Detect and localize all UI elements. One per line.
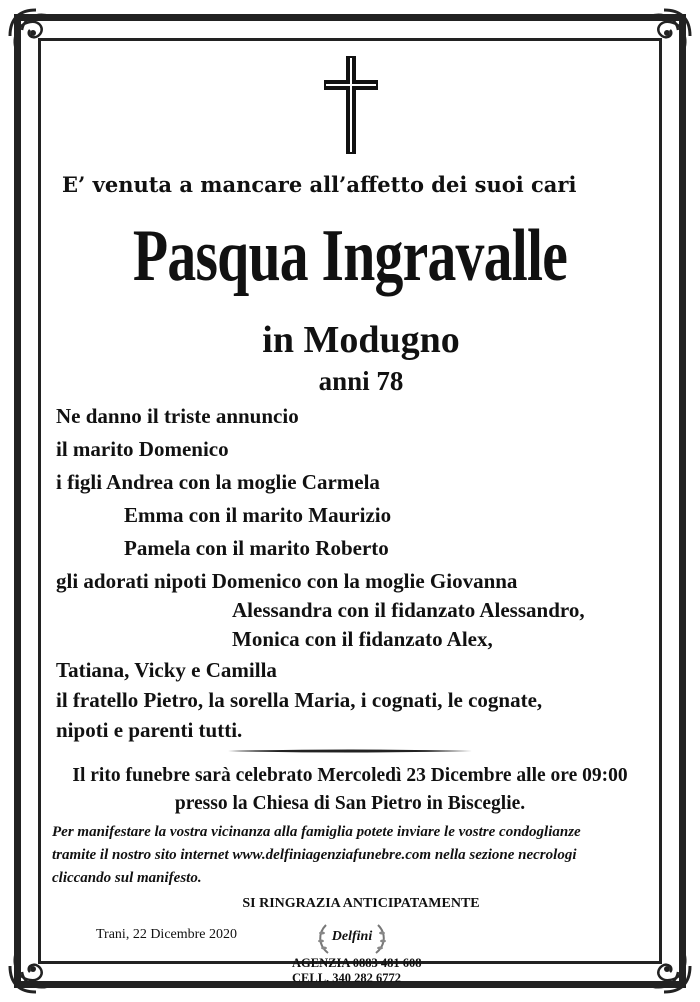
condolence-note-line: tramite il nostro sito internet www.delfiniagenziafunebre.com nella sezione necrologi xyxy=(52,847,577,863)
age-text: anni 78 xyxy=(318,366,404,396)
family-line: Alessandra con il fidanzato Alessandro, xyxy=(232,598,585,622)
family-line: Ne danno il triste annuncio xyxy=(56,404,299,428)
corner-ornament-icon xyxy=(640,942,694,996)
family-line: gli adorati nipoti Domenico con la moglie Giovanna xyxy=(56,569,518,593)
agency-phone: AGENZIA 0883 481 608 xyxy=(292,956,422,970)
deceased-name: Pasqua Ingravalle xyxy=(132,215,568,297)
condolence-note-line: cliccando sul manifesto. xyxy=(52,870,202,886)
condolence-note-line: Per manifestare la vostra vicinanza alla famiglia potete inviare le vostre condoglianze xyxy=(52,824,581,840)
corner-ornament-icon xyxy=(6,942,60,996)
family-line: Emma con il marito Maurizio xyxy=(124,503,392,527)
cross-icon xyxy=(322,54,380,156)
family-line: il marito Domenico xyxy=(56,437,229,461)
thanks-text: SI RINGRAZIA ANTICIPATAMENTE xyxy=(242,896,480,911)
family-line: Pamela con il marito Roberto xyxy=(124,536,389,560)
corner-ornament-icon xyxy=(6,6,60,60)
agency-logo-text: Delfini xyxy=(331,929,373,944)
family-line: Tatiana, Vicky e Camilla xyxy=(56,658,277,682)
funeral-location: presso la Chiesa di San Pietro in Bisceglie. xyxy=(174,793,526,814)
divider xyxy=(228,749,472,753)
agency-logo xyxy=(312,917,392,957)
family-line: i figli Andrea con la moglie Carmela xyxy=(56,470,380,494)
corner-ornament-icon xyxy=(640,6,694,60)
family-line: nipoti e parenti tutti. xyxy=(56,718,243,742)
family-line: Monica con il fidanzato Alex, xyxy=(232,627,493,651)
place-date: Trani, 22 Dicembre 2020 xyxy=(96,927,238,942)
family-line: il fratello Pietro, la sorella Maria, i cognati, le cognate, xyxy=(56,688,543,712)
agency-cell: CELL. 340 282 6772 xyxy=(292,971,402,985)
funeral-line: Il rito funebre sarà celebrato Mercoledì 23 Dicembre alle ore 09:00 xyxy=(72,765,628,786)
married-name: in Modugno xyxy=(262,319,460,361)
intro-text: E’ venuta a mancare all’affetto dei suoi cari xyxy=(62,172,577,197)
